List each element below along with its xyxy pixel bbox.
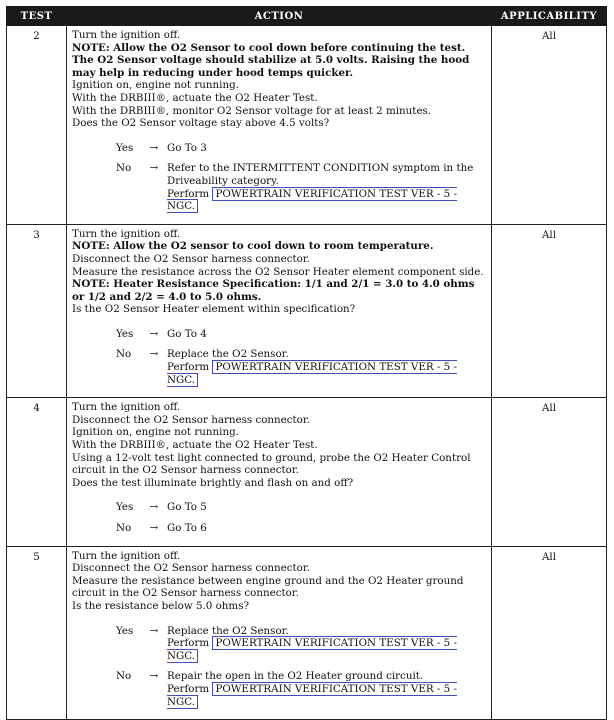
action-line: Disconnect the O2 Sensor harness connector.: [72, 413, 310, 426]
result-text: Go To 3: [167, 141, 207, 154]
result-text: Go To 4: [167, 327, 207, 340]
action-line: With the DRBIII®, actuate the O2 Heater Test.: [72, 91, 318, 104]
action-line: Measure the resistance between engine ground and the O2 Heater ground circuit in the O2 Sensor harness connector.: [72, 574, 464, 600]
question-line: Does the test illuminate brightly and flash on and off?: [72, 476, 354, 489]
result-label: No: [116, 162, 132, 175]
applicability-cell: All: [492, 224, 607, 398]
result-label: Yes: [116, 141, 134, 154]
arrow-icon: →: [149, 348, 159, 361]
arrow-icon: →: [149, 501, 159, 514]
result-yes: [116, 625, 487, 663]
action-line: Using a 12-volt test light connected to ground, probe the O2 Heater Control circuit in the O2 Sensor harness connector.: [72, 451, 471, 477]
action-line: Turn the ignition off.: [72, 227, 181, 240]
result-text: Repair the open in the O2 Heater ground circuit.: [167, 670, 424, 683]
perform-label: Perform: [167, 361, 210, 374]
header-applicability: APPLICABILITY: [492, 7, 607, 26]
verification-test-link[interactable]: POWERTRAIN VERIFICATION TEST VER - 5 - NGC.: [167, 187, 457, 213]
verification-test-link[interactable]: POWERTRAIN VERIFICATION TEST VER - 5 - NGC.: [167, 637, 457, 662]
header-action: ACTION: [67, 7, 492, 26]
question-line: Is the O2 Sensor Heater element within specification?: [72, 303, 356, 316]
arrow-icon: →: [149, 670, 159, 683]
action-line: Disconnect the O2 Sensor harness connector.: [72, 252, 310, 265]
action-cell: [67, 398, 492, 546]
table-row: [7, 224, 607, 398]
test-number: 2: [7, 26, 67, 225]
action-line: Ignition on, engine not running.: [72, 426, 239, 439]
table-row: [7, 398, 607, 546]
question-line: Does the O2 Sensor voltage stay above 4.5 volts?: [72, 117, 330, 130]
result-no: [116, 162, 487, 212]
result-no: [116, 522, 487, 535]
applicability-cell: All: [492, 398, 607, 546]
result-yes: [116, 328, 487, 341]
table-row: [7, 546, 607, 720]
result-text: Replace the O2 Sensor.: [167, 348, 289, 361]
action-line: With the DRBIII®, monitor O2 Sensor voltage for at least 2 minutes.: [72, 104, 432, 117]
arrow-icon: →: [149, 522, 159, 534]
action-line: Disconnect the O2 Sensor harness connector.: [72, 562, 310, 575]
test-number: 5: [7, 546, 67, 720]
verification-test-link[interactable]: POWERTRAIN VERIFICATION TEST VER - 5 - NGC.: [167, 682, 457, 708]
result-label: No: [116, 522, 132, 534]
result-no: [116, 348, 487, 386]
applicability-cell: All: [492, 546, 607, 720]
result-label: No: [116, 670, 132, 683]
test-number: 4: [7, 398, 67, 546]
table-row: [7, 26, 607, 225]
result-no: [116, 670, 487, 708]
diagnostic-test-table: [6, 6, 607, 720]
perform-label: Perform: [167, 682, 210, 695]
action-line: Turn the ignition off.: [72, 549, 181, 562]
result-label: Yes: [116, 624, 134, 637]
action-line: Turn the ignition off.: [72, 29, 181, 41]
result-text: Go To 6: [167, 522, 207, 534]
question-line: Is the resistance below 5.0 ohms?: [72, 599, 249, 612]
header-test: TEST: [7, 7, 67, 26]
result-yes: [116, 501, 487, 514]
applicability-cell: All: [492, 26, 607, 225]
action-line: With the DRBIII®, actuate the O2 Heater Test.: [72, 439, 318, 452]
result-text: Refer to the INTERMITTENT CONDITION symptom in the Driveability category.: [167, 162, 474, 187]
verification-test-link[interactable]: POWERTRAIN VERIFICATION TEST VER - 5 - NGC.: [167, 361, 457, 386]
action-cell: [67, 224, 492, 398]
action-cell: [67, 26, 492, 225]
result-text: Replace the O2 Sensor.: [167, 624, 289, 637]
arrow-icon: →: [149, 141, 159, 154]
result-yes: [116, 142, 487, 155]
result-label: Yes: [116, 327, 134, 340]
test-number: 3: [7, 224, 67, 398]
table-header-row: [7, 7, 607, 26]
action-line: Ignition on, engine not running.: [72, 79, 239, 92]
arrow-icon: →: [149, 327, 159, 340]
result-label: Yes: [116, 501, 134, 514]
result-label: No: [116, 348, 132, 361]
note-line: NOTE: Heater Resistance Specification: 1/1 and 2/1 = 3.0 to 4.0 ohms or 1/2 and 2/2 = 4.0 to 5.0 ohms.: [72, 278, 475, 303]
action-line: Measure the resistance across the O2 Sensor Heater element component side.: [72, 265, 484, 278]
note-line: NOTE: Allow the O2 sensor to cool down to room temperature.: [72, 240, 434, 253]
arrow-icon: →: [149, 162, 159, 175]
note-line: NOTE: Allow the O2 Sensor to cool down before continuing the test. The O2 Sensor voltage should stabilize at 5.0 volts. Raising the hood may help in reducing under hood temps quicker.: [72, 41, 470, 79]
action-cell: [67, 546, 492, 720]
action-line: Turn the ignition off.: [72, 401, 181, 414]
perform-label: Perform: [167, 187, 210, 200]
result-text: Go To 5: [167, 501, 207, 514]
arrow-icon: →: [149, 624, 159, 637]
perform-label: Perform: [167, 637, 210, 650]
diagnostic-page: [6, 6, 606, 720]
